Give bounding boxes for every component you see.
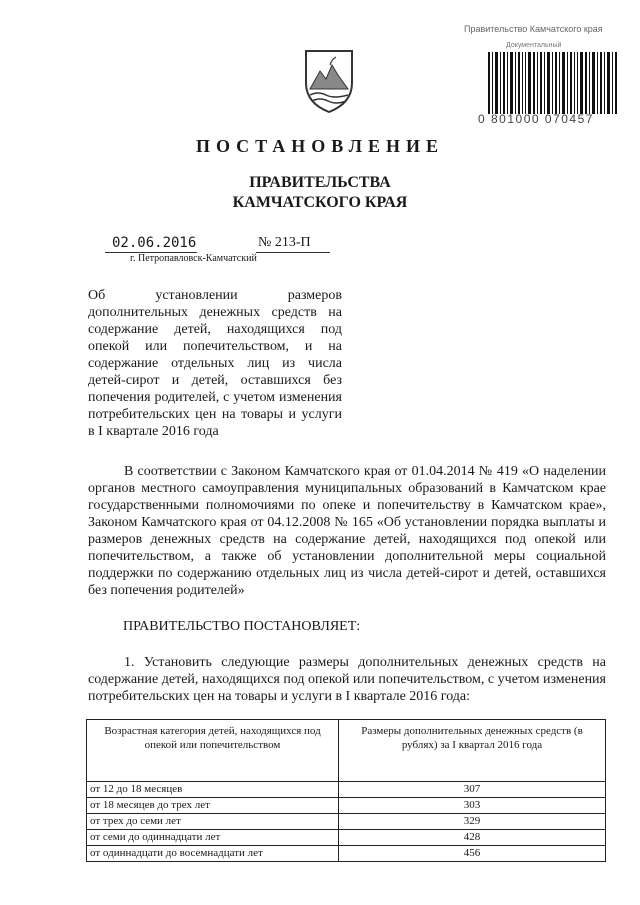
number-underline: [256, 252, 330, 253]
document-city: г. Петропавловск-Камчатский: [130, 253, 257, 264]
document-date: 02.06.2016: [112, 235, 197, 251]
issuer-block: [0, 173, 640, 213]
registration-stamp: [450, 18, 628, 133]
row-amount: 307: [339, 782, 606, 798]
row-amount: 303: [339, 798, 606, 814]
stamp-subtitle: Документальный: [506, 42, 562, 49]
row-amount: 428: [339, 830, 606, 846]
coat-of-arms-icon: [302, 45, 356, 115]
resolves-heading: ПРАВИТЕЛЬСТВО ПОСТАНОВЛЯЕТ:: [123, 619, 361, 634]
point-1-paragraph: 1. Установить следующие размеры дополнительных денежных средств на содержание детей, находящихся под опекой или попечительством, с учетом изменения потребительских цен на товары и услуги в I квартале 2016 года:: [88, 655, 606, 704]
issuer-line-1: ПРАВИТЕЛЬСТВА: [249, 174, 391, 191]
row-category: от семи до одиннадцати лет: [87, 830, 339, 846]
table-header-category: Возрастная категория детей, находящихся под опекой или попечительством: [87, 720, 339, 782]
barcode-icon: [488, 52, 618, 114]
table-row: [87, 782, 606, 798]
stamp-organization: Правительство Камчатского края: [464, 24, 603, 34]
preamble-paragraph: В соответствии с Законом Камчатского края от 01.04.2014 № 419 «О наделении органов местного самоуправления муниципальных образований в Камчатском крае государственными полномочиями по опеке и попечительству в Камчатском крае», Законом Камчатского края от 04.12.2008 № 165 «Об установлении порядка выплаты и размеров денежных средств на содержание детей, находящихся под опекой или попечительством, а также об установлении дополнительной меры социальной поддержки по содержанию отдельных лиц из числа детей-сирот и детей, оставшихся без попечения родителей»: [88, 464, 606, 598]
row-amount: 456: [339, 846, 606, 862]
document-subject: Об установлении размеров дополнительных денежных средств на содержание детей, находящихся под опекой или попечительством, и на содержание отдельных лиц из числа детей-сирот и детей, оставшихся без попечения родителей, с учетом изменения потребительских цен на товары и услуги в I квартале 2016 года: [88, 288, 342, 439]
table-header-amount: Размеры дополнительных денежных средств (в рублях) за I квартал 2016 года: [339, 720, 606, 782]
table-row: [87, 798, 606, 814]
rates-table: [86, 719, 606, 862]
row-category: от одиннадцати до восемнадцати лет: [87, 846, 339, 862]
stamp-number: 0 801000 070457: [478, 112, 594, 126]
issuer-line-2: КАМЧАТСКОГО КРАЯ: [232, 194, 408, 211]
table-header-row: [87, 720, 606, 782]
table-row: [87, 830, 606, 846]
row-category: от 12 до 18 месяцев: [87, 782, 339, 798]
table-row: [87, 846, 606, 862]
row-category: от 18 месяцев до трех лет: [87, 798, 339, 814]
document-number: № 213-П: [258, 235, 311, 250]
row-category: от трех до семи лет: [87, 814, 339, 830]
table-row: [87, 814, 606, 830]
document-title: ПОСТАНОВЛЕНИЕ: [195, 136, 445, 156]
row-amount: 329: [339, 814, 606, 830]
